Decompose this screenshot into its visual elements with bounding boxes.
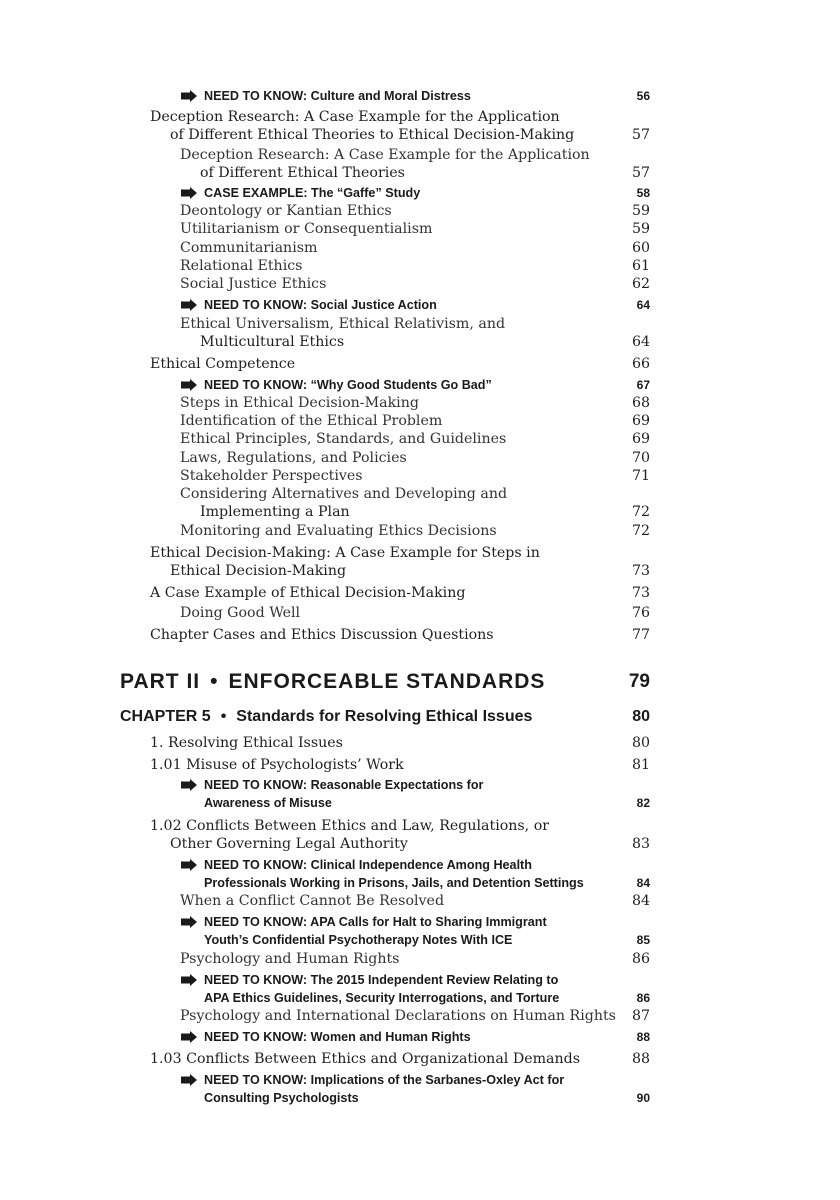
- arrow-bullet-icon: [180, 299, 198, 311]
- toc-entry-title: 1. Resolving Ethical Issues: [150, 735, 343, 751]
- toc-page-number: 69: [631, 431, 650, 447]
- toc-entry-title: Ethical Decision-Making: A Case Example for Steps in: [150, 545, 540, 561]
- toc-entry-title: Doing Good Well: [180, 605, 301, 621]
- feature-box-line: [180, 776, 483, 794]
- feature-box-title: Culture and Moral Distress: [307, 89, 471, 103]
- toc-page-number: 57: [631, 165, 650, 182]
- feature-box-title: Reasonable Expectations for: [307, 778, 484, 792]
- toc-page-number: 73: [631, 585, 650, 601]
- toc-page-number: 67: [636, 378, 650, 392]
- feature-box-line: [180, 1071, 564, 1089]
- toc-entry-title: Ethical Competence: [150, 356, 296, 372]
- toc-page-number: 80: [631, 735, 650, 751]
- toc-entry-title: Monitoring and Evaluating Ethics Decisions: [180, 523, 497, 539]
- feature-box-line: [204, 1089, 359, 1107]
- feature-box-title: Women and Human Rights: [307, 1030, 471, 1044]
- feature-box-label: CASE EXAMPLE:: [204, 186, 308, 200]
- part-page-number: 79: [628, 671, 650, 692]
- toc-page-number: 88: [631, 1051, 650, 1067]
- toc-page-number: 88: [636, 1030, 650, 1044]
- arrow-bullet-icon: [180, 974, 198, 986]
- toc-entry-title: Psychology and Human Rights: [180, 951, 400, 967]
- toc-entry-title: A Case Example of Ethical Decision-Making: [150, 585, 466, 601]
- chapter-label: CHAPTER 5: [120, 708, 211, 725]
- toc-page-number: 87: [631, 1008, 650, 1024]
- toc-page-number: 90: [636, 1091, 650, 1105]
- feature-box-title: APA Calls for Halt to Sharing Immigrant: [307, 915, 547, 929]
- toc-entry-title: Considering Alternatives and Developing and: [180, 486, 508, 502]
- feature-box-title: Clinical Independence Among Health: [307, 858, 532, 872]
- toc-page-number: 70: [631, 450, 650, 466]
- toc-page-number: 57: [631, 127, 650, 144]
- toc-page-number: 72: [631, 504, 650, 521]
- toc-page-number: 71: [631, 468, 650, 484]
- feature-box-title: APA Ethics Guidelines, Security Interrogations, and Torture: [204, 991, 560, 1005]
- feature-box-title: “Why Good Students Go Bad”: [307, 378, 492, 392]
- part-title: ENFORCEABLE STANDARDS: [228, 670, 546, 693]
- feature-box-line: [180, 376, 492, 394]
- part-bullet: •: [210, 670, 219, 693]
- toc-page-number: 76: [631, 605, 650, 621]
- toc-page-number: 82: [636, 796, 650, 810]
- arrow-bullet-icon: [180, 1074, 198, 1086]
- toc-page-number: 68: [631, 395, 650, 411]
- feature-box-label: NEED TO KNOW:: [204, 778, 308, 792]
- feature-box-line: [180, 856, 532, 874]
- chapter-bullet: •: [220, 708, 227, 725]
- feature-box-line: [204, 874, 584, 892]
- toc-page-number: 77: [631, 627, 650, 643]
- toc-page-number: 73: [631, 563, 650, 580]
- toc-entry-title: Ethical Principles, Standards, and Guidelines: [180, 431, 507, 447]
- feature-box-label: NEED TO KNOW:: [204, 89, 308, 103]
- feature-box-line: [180, 87, 471, 105]
- feature-box-title: The “Gaffe” Study: [307, 186, 421, 200]
- arrow-bullet-icon: [180, 379, 198, 391]
- feature-box-line: [180, 913, 547, 931]
- toc-page-number: 58: [636, 186, 650, 200]
- toc-entry-title: Deception Research: A Case Example for the Application: [180, 147, 590, 163]
- toc-page-number: 64: [636, 298, 650, 312]
- feature-box-title: Consulting Psychologists: [204, 1091, 359, 1105]
- feature-box-label: NEED TO KNOW:: [204, 378, 308, 392]
- toc-page-number: 83: [631, 836, 650, 853]
- chapter-heading: [120, 706, 532, 728]
- toc-entry-title: Other Governing Legal Authority: [170, 836, 408, 853]
- toc-page-number: 85: [636, 933, 650, 947]
- toc-entry-title: Ethical Decision-Making: [170, 563, 347, 580]
- toc-entry-title: of Different Ethical Theories: [200, 165, 405, 182]
- feature-box-line: [204, 794, 332, 812]
- toc-entry-title: 1.02 Conflicts Between Ethics and Law, Regulations, or: [150, 818, 550, 834]
- feature-box-line: [180, 971, 558, 989]
- feature-box-label: NEED TO KNOW:: [204, 973, 308, 987]
- toc-entry-title: Deception Research: A Case Example for the Application: [150, 109, 560, 125]
- toc-entry-title: 1.01 Misuse of Psychologists’ Work: [150, 757, 404, 773]
- feature-box-label: NEED TO KNOW:: [204, 858, 308, 872]
- toc-page-number: 86: [636, 991, 650, 1005]
- toc-entry-title: Utilitarianism or Consequentialism: [180, 221, 433, 237]
- toc-page-number: 86: [631, 951, 650, 967]
- part-heading: [120, 668, 545, 696]
- toc-page-number: 69: [631, 413, 650, 429]
- feature-box-line: [204, 989, 559, 1007]
- toc-page-number: 61: [631, 258, 650, 274]
- arrow-bullet-icon: [180, 1031, 198, 1043]
- feature-box-title: Awareness of Misuse: [204, 796, 332, 810]
- feature-box-title: Implications of the Sarbanes-Oxley Act for: [307, 1073, 565, 1087]
- toc-entry-title: Multicultural Ethics: [200, 334, 345, 351]
- feature-box-title: Social Justice Action: [307, 298, 437, 312]
- toc-page-number: 84: [636, 876, 650, 890]
- toc-entry-title: 1.03 Conflicts Between Ethics and Organizational Demands: [150, 1051, 581, 1067]
- feature-box-label: NEED TO KNOW:: [204, 1030, 308, 1044]
- toc-page-number: 64: [631, 334, 650, 351]
- toc-page-number: 84: [631, 893, 650, 909]
- toc-page-number: 62: [631, 276, 650, 292]
- toc-entry-title: Steps in Ethical Decision-Making: [180, 395, 419, 411]
- toc-entry-title: Social Justice Ethics: [180, 276, 327, 292]
- feature-box-label: NEED TO KNOW:: [204, 298, 308, 312]
- toc-entry-title: Laws, Regulations, and Policies: [180, 450, 407, 466]
- toc-entry-title: of Different Ethical Theories to Ethical Decision-Making: [170, 127, 575, 144]
- chapter-title: Standards for Resolving Ethical Issues: [236, 708, 533, 725]
- feature-box-title: The 2015 Independent Review Relating to: [307, 973, 559, 987]
- feature-box-label: NEED TO KNOW:: [204, 1073, 308, 1087]
- toc-entry-title: Communitarianism: [180, 240, 318, 256]
- toc-page-number: 56: [636, 89, 650, 103]
- part-label: PART II: [120, 670, 201, 693]
- feature-box-line: [180, 296, 437, 314]
- toc-page-number: 60: [631, 240, 650, 256]
- feature-box-line: [180, 184, 420, 202]
- toc-entry-title: When a Conflict Cannot Be Resolved: [180, 893, 445, 909]
- arrow-bullet-icon: [180, 779, 198, 791]
- toc-page-number: 81: [631, 757, 650, 773]
- toc-entry-title: Deontology or Kantian Ethics: [180, 203, 392, 219]
- feature-box-title: Professionals Working in Prisons, Jails, and Detention Settings: [204, 876, 584, 890]
- feature-box-title: Youth’s Confidential Psychotherapy Notes With ICE: [204, 933, 513, 947]
- toc-page-number: 59: [631, 221, 650, 237]
- feature-box-line: [204, 931, 512, 949]
- toc-entry-title: Stakeholder Perspectives: [180, 468, 363, 484]
- arrow-bullet-icon: [180, 187, 198, 199]
- arrow-bullet-icon: [180, 859, 198, 871]
- arrow-bullet-icon: [180, 916, 198, 928]
- toc-page-number: 72: [631, 523, 650, 539]
- feature-box-label: NEED TO KNOW:: [204, 915, 308, 929]
- toc-entry-title: Identification of the Ethical Problem: [180, 413, 443, 429]
- toc-entry-title: Psychology and International Declarations on Human Rights: [180, 1008, 616, 1024]
- toc-page-number: 59: [631, 203, 650, 219]
- feature-box-line: [180, 1028, 471, 1046]
- chapter-page-number: 80: [632, 708, 650, 725]
- toc-entry-title: Ethical Universalism, Ethical Relativism, and: [180, 316, 506, 332]
- toc-entry-title: Chapter Cases and Ethics Discussion Questions: [150, 627, 494, 643]
- toc-entry-title: Relational Ethics: [180, 258, 303, 274]
- arrow-bullet-icon: [180, 90, 198, 102]
- toc-page-number: 66: [631, 356, 650, 372]
- toc-entry-title: Implementing a Plan: [200, 504, 350, 521]
